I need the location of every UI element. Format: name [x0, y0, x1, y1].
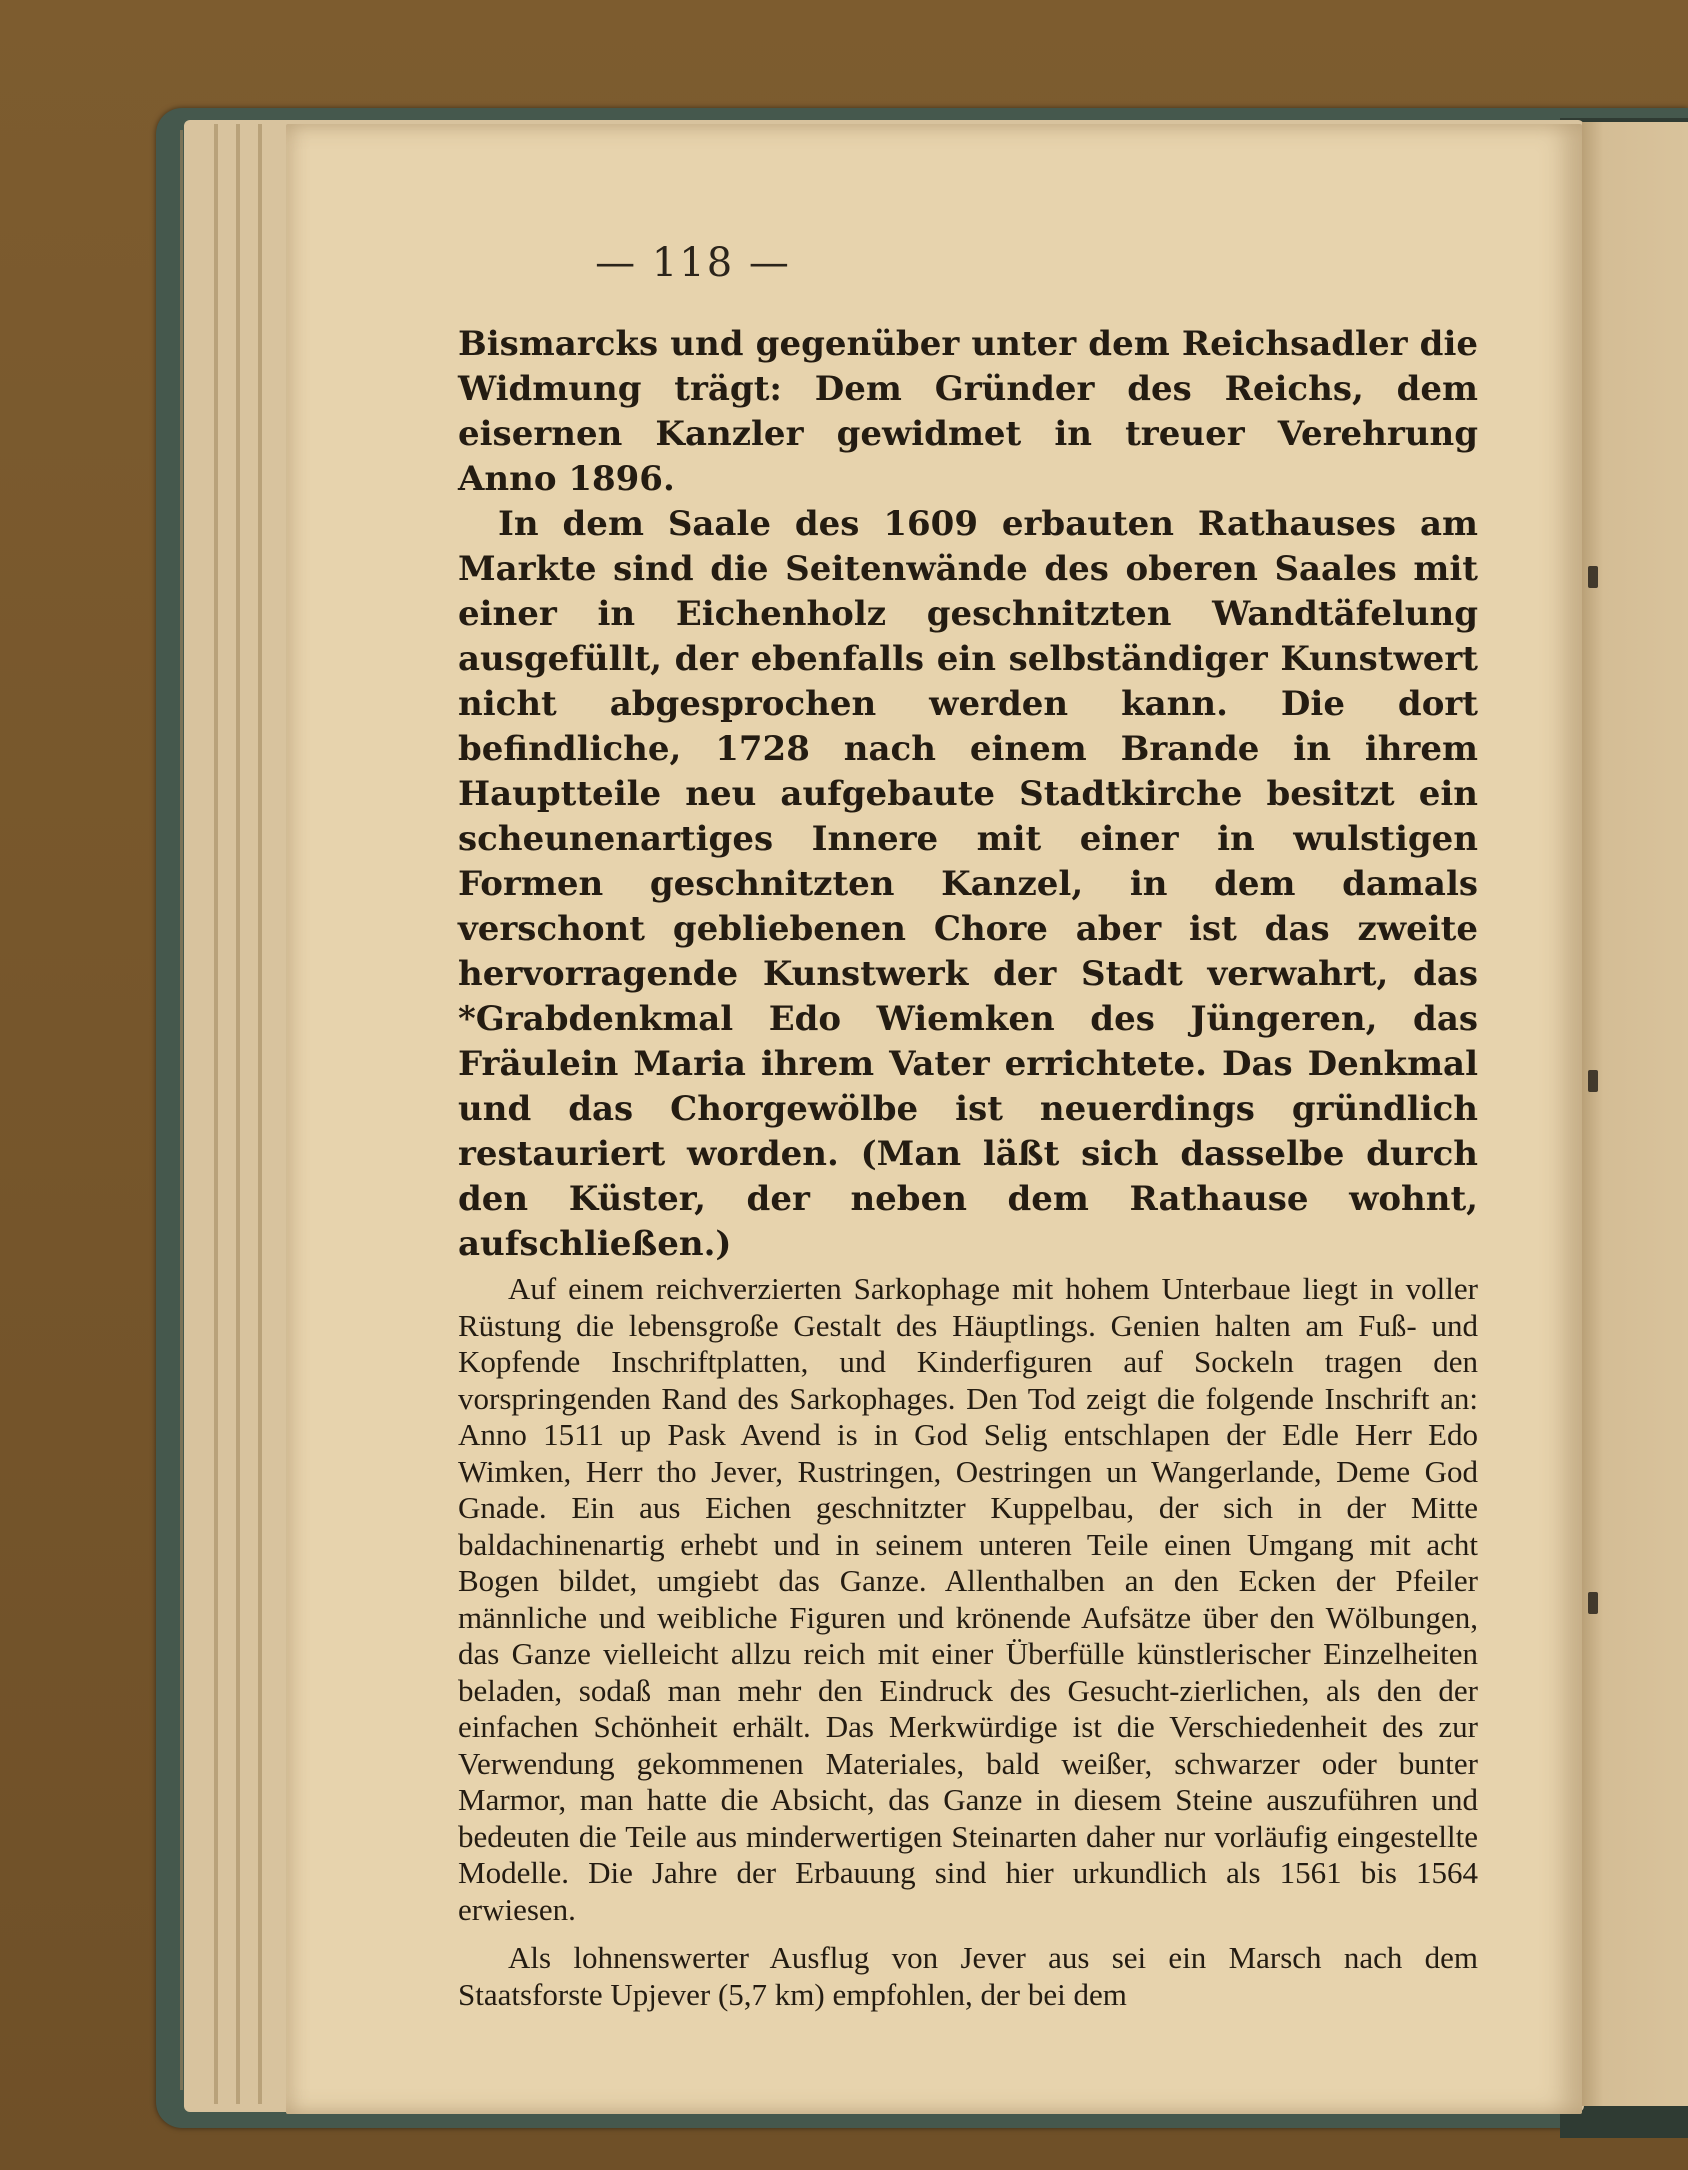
paragraph: Bismarcks und gegenüber unter dem Reichsadler die Widmung trägt: Dem Gründer des Reichs, dem eisernen Kanzler gewidmet in treuer Verehrung Anno 1896.: [458, 324, 1478, 499]
page-edge-line: [214, 124, 218, 2104]
paragraph: In dem Saale des 1609 erbauten Rathauses am Markte sind die Seitenwände des oberen Saales mit einer in Eichenholz geschnitzten Wandtäfelung ausgefüllt, der ebenfalls ein selbständiger Kunstwert nicht abgesprochen werden kann. Die dort befindliche, 1728 nach einem Brande in ihrem Hauptteile neu aufgebaute Stadtkirche besitzt ein scheunenartiges Innere mit einer in wulstigen Formen geschnitzten Kanzel, in dem damals verschont gebliebenen Chore aber ist das zweite hervorragende Kunstwerk der Stadt verwahrt, das *Grabdenkmal Edo Wiemken des Jüngeren, das Fräulein Maria ihrem Vater errichtete. Das Denkmal und das Chorgewölbe ist neuerdings gründlich restauriert worden. (Man läßt sich dasselbe durch den Küster, der neben dem Rathause wohnt, aufschließen.): [458, 504, 1478, 1264]
paragraph-small: Auf einem reichverzierten Sarkophage mit hohem Unterbaue liegt in voller Rüstung die lebensgroße Gestalt des Häuptlings. Genien halten am Fuß- und Kopfende Inschriftplatten, und Kinderfiguren auf Sockeln tragen den vorspringenden Rand des Sarkophages. Den Tod zeigt die folgende Inschrift an: Anno 1511 up Pask Avend is in God Selig entschlapen der Edle Herr Edo Wimken, Herr tho Jever, Rustringen, Oestringen un Wangerlande, Deme God Gnade. Ein aus Eichen geschnitzter Kuppelbau, der sich in der Mitte baldachinenartig erhebt und in seinem unteren Teile einen Umgang mit acht Bogen bildet, umgiebt das Ganze. Allenthalben an den Ecken der Pfeiler männliche und weibliche Figuren und krönende Aufsätze über den Wölbungen, das Ganze vielleicht allzu reich mit einer Überfülle künstlerischer Einzelheiten beladen, sodaß man mehr den Eindruck des Gesucht-zierlichen, als den der einfachen Schönheit erhält. Das Merkwürdige ist die Verschiedenheit des zur Verwendung gekommenen Materiales, bald weißer, schwarzer oder bunter Marmor, man hatte die Absicht, das Ganze in diesem Steine auszuführen und bedeuten die Teile aus minderwertigen Steinarten daher nur vorläufig eingestellte Modelle. Die Jahre der Erbauung sind hier urkundlich als 1561 bis 1564 erwiesen.: [458, 1271, 1478, 1927]
binding-edge: [180, 130, 183, 2090]
page-edge-line: [236, 124, 240, 2104]
facing-page-edge: [1582, 122, 1688, 2106]
margin-mark: [1588, 1070, 1598, 1092]
paragraph-small: Als lohnenswerter Ausflug von Jever aus sei ein Marsch nach dem Staatsforste Upjever (5,7 km) empfohlen, der bei dem: [458, 1940, 1478, 2012]
page-number: — 118 —: [595, 240, 791, 286]
page-edge-line: [258, 124, 262, 2104]
text-block: [458, 322, 1478, 2013]
margin-mark: [1588, 1592, 1598, 1614]
margin-mark: [1588, 566, 1598, 588]
